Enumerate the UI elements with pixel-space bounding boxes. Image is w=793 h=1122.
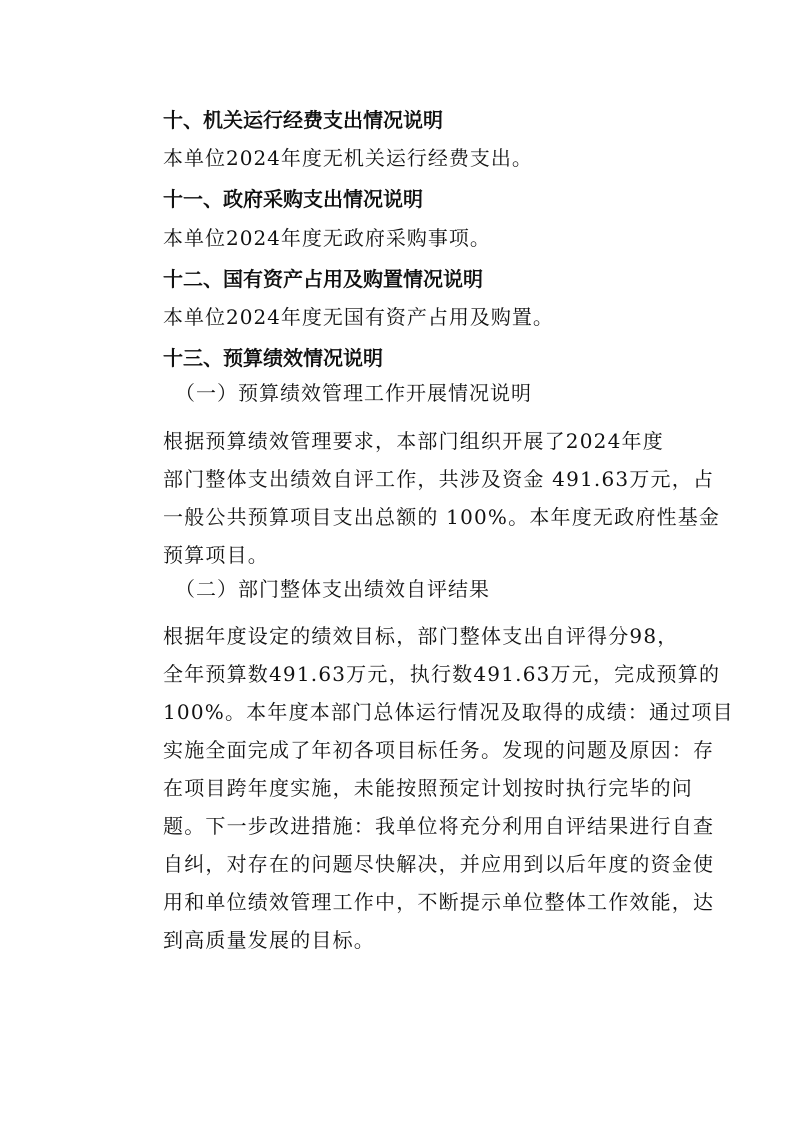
paragraph-line: 自纠，对存在的问题尽快解决，并应用到以后年度的资金使 — [163, 852, 715, 876]
paragraph-line: 到高质量发展的目标。 — [163, 928, 375, 952]
paragraph-line: 一般公共预算项目支出总额的 100%。本年度无政府性基金 — [163, 505, 721, 529]
paragraph-line: 全年预算数491.63万元，执行数491.63万元，完成预算的 — [163, 662, 721, 686]
section-heading-11: 十一、政府采购支出情况说明 — [163, 187, 423, 211]
paragraph-line: 在项目跨年度实施，未能按照预定计划按时执行完毕的问 — [163, 776, 693, 800]
section-body-11: 本单位2024年度无政府采购事项。 — [163, 226, 491, 250]
paragraph-line: 根据年度设定的绩效目标，部门整体支出自评得分98， — [163, 624, 679, 648]
paragraph-line: 100%。本年度本部门总体运行情况及取得的成绩：通过项目 — [163, 700, 734, 724]
paragraph-line: 题。下一步改进措施：我单位将充分利用自评结果进行自查 — [163, 814, 715, 838]
subsection-title-1: （一）预算绩效管理工作开展情况说明 — [175, 381, 532, 405]
paragraph-line: 根据预算绩效管理要求，本部门组织开展了2024年度 — [163, 429, 664, 453]
paragraph-line: 部门整体支出绩效自评工作，共涉及资金 491.63万元，占 — [163, 467, 715, 491]
paragraph-line: 实施全面完成了年初各项目标任务。发现的问题及原因：存 — [163, 738, 715, 762]
paragraph-line: 预算项目。 — [163, 543, 269, 567]
section-heading-10: 十、机关运行经费支出情况说明 — [163, 108, 443, 132]
section-body-12: 本单位2024年度无国有资产占用及购置。 — [163, 305, 554, 329]
paragraph-line: 用和单位绩效管理工作中，不断提示单位整体工作效能，达 — [163, 890, 715, 914]
section-heading-13: 十三、预算绩效情况说明 — [163, 346, 383, 370]
subsection-title-2: （二）部门整体支出绩效自评结果 — [175, 577, 490, 601]
section-body-10: 本单位2024年度无机关运行经费支出。 — [163, 146, 533, 170]
section-heading-12: 十二、国有资产占用及购置情况说明 — [163, 267, 483, 291]
